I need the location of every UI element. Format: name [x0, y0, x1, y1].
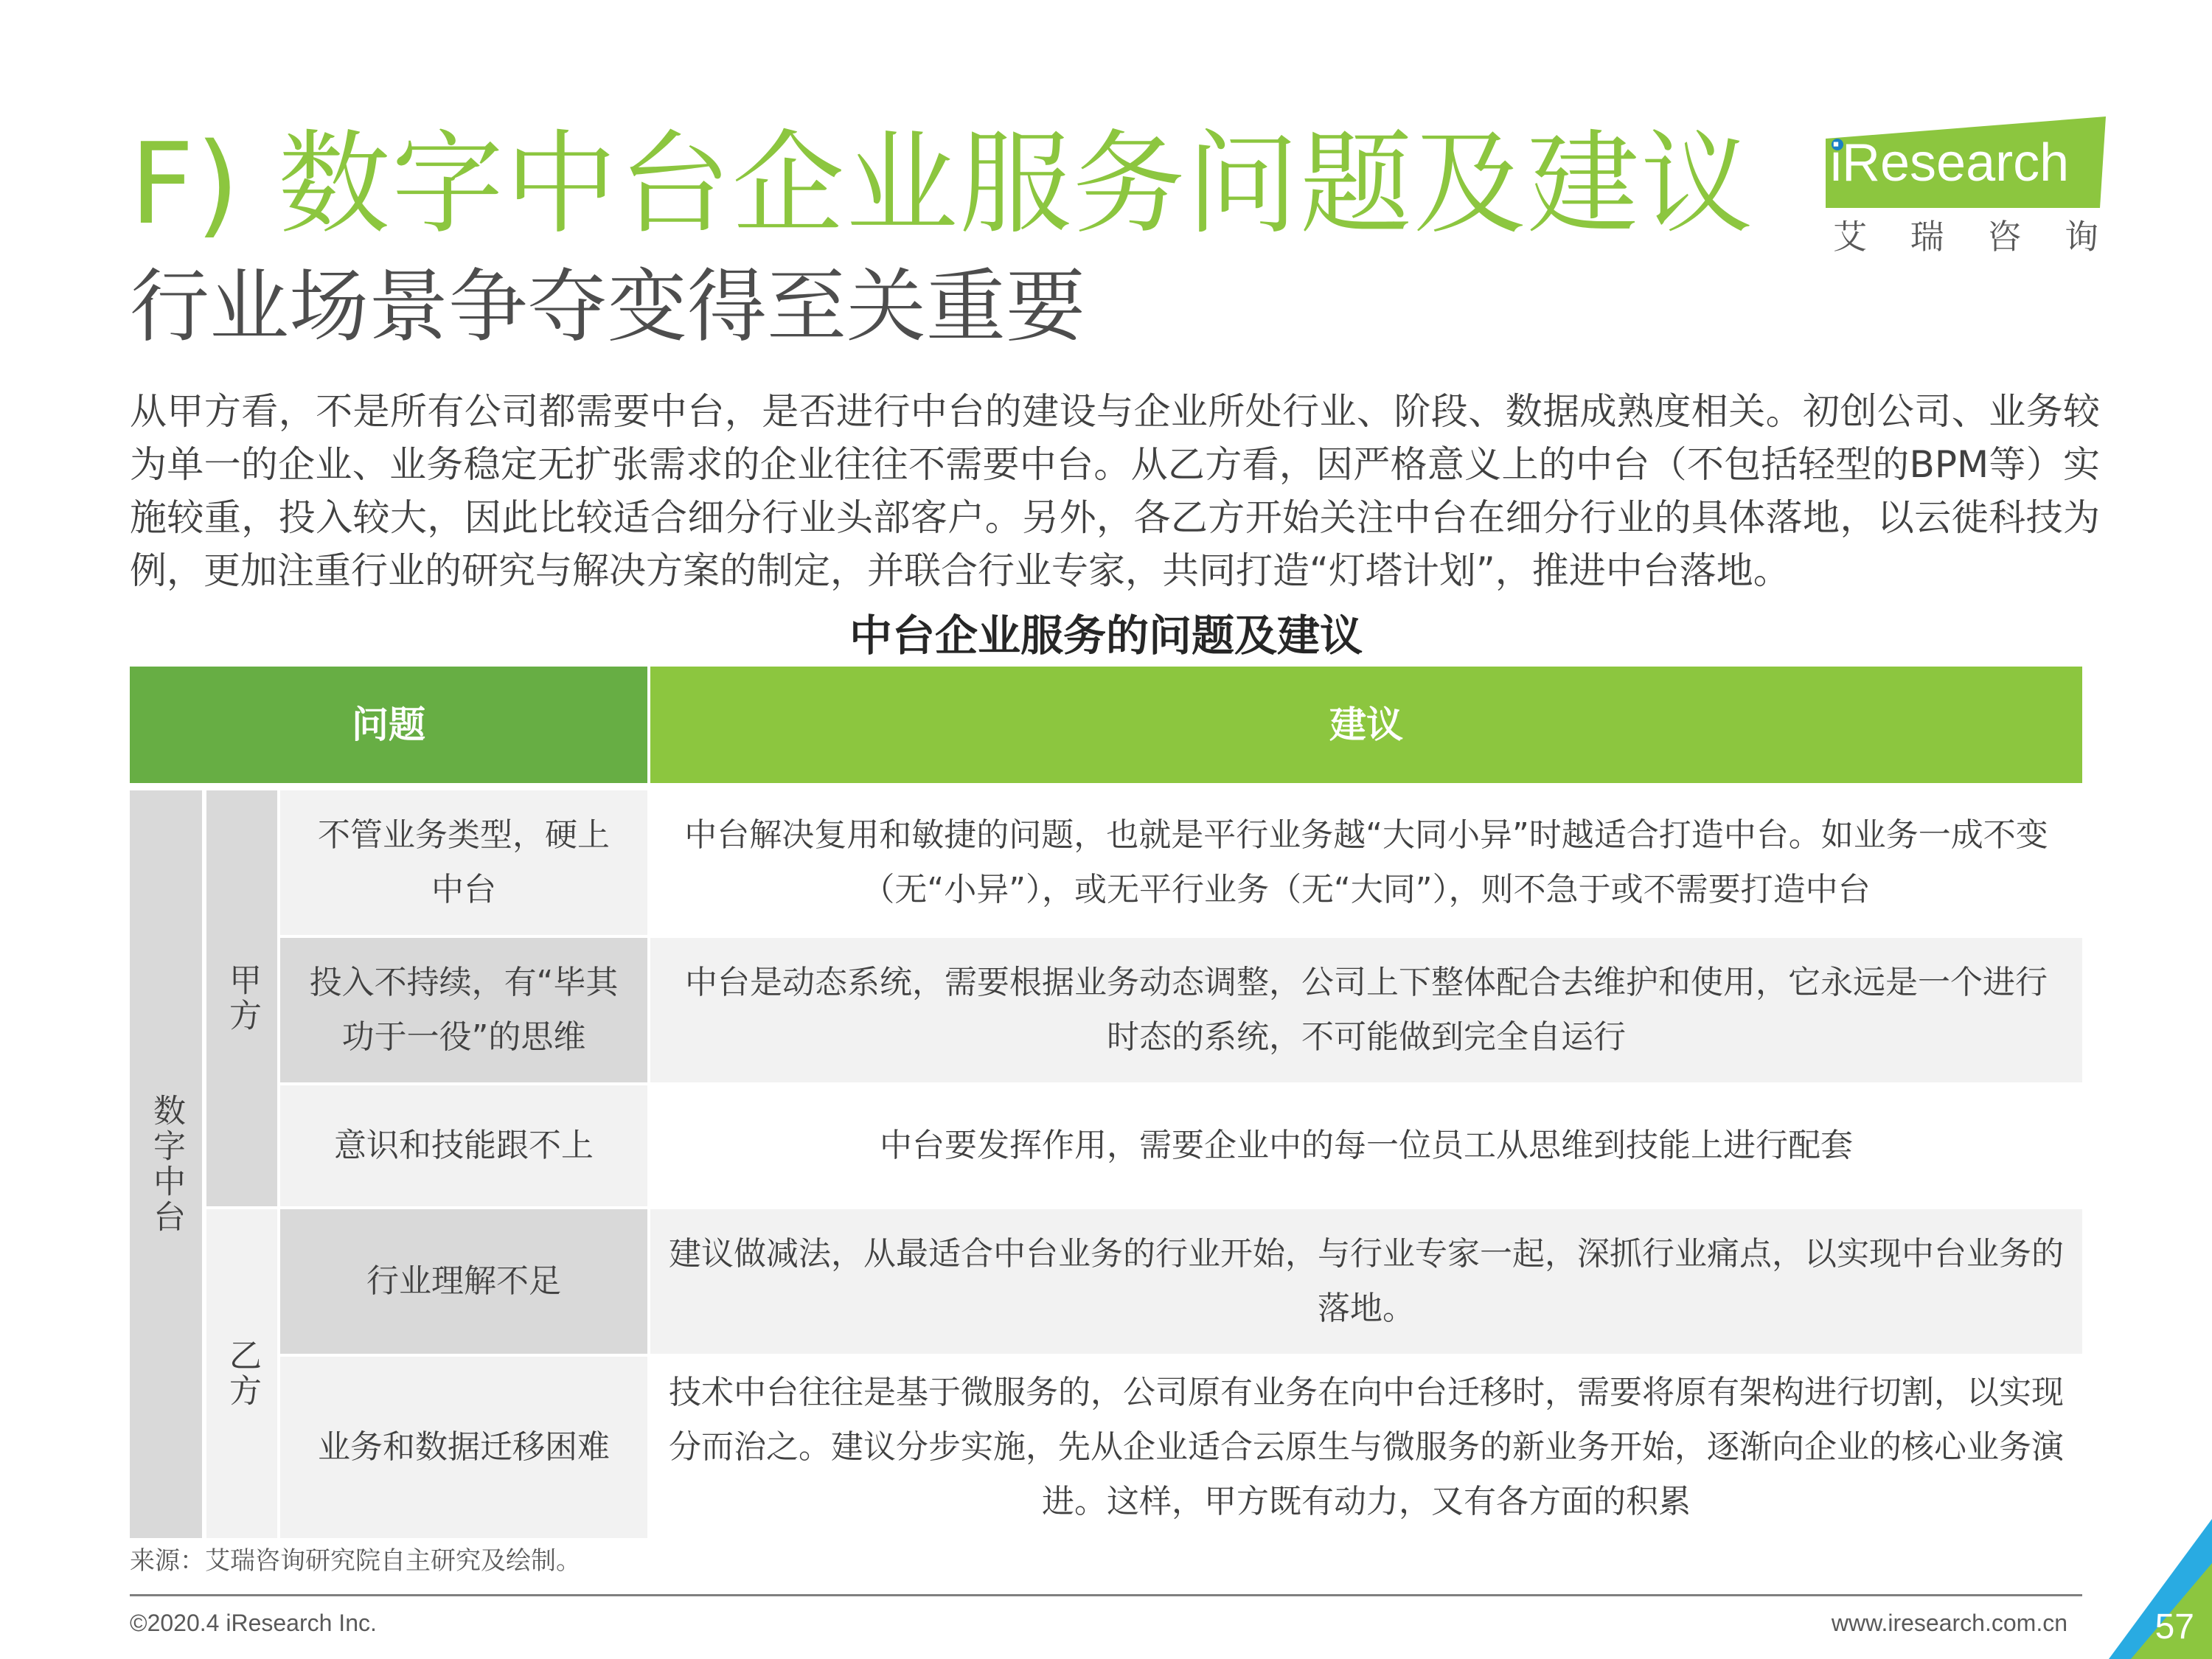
page-title: F) 数字中台企业服务问题及建议 [130, 119, 1755, 249]
logo-char: 咨 [1987, 217, 2022, 257]
category-cell: 数字中台 [130, 790, 202, 1538]
table-title: 中台企业服务的问题及建议 [849, 611, 1363, 661]
table-row-problem: 投入不持续，有“毕其功于一役”的思维 [280, 938, 647, 1082]
problems-suggestions-table [130, 667, 2082, 1538]
page-subtitle: 行业场景争夺变得至关重要 [130, 261, 1086, 353]
table-row-suggestion: 建议做减法，从最适合中台业务的行业开始，与行业专家一起，深抓行业痛点，以实现中台业务的落地。 [650, 1209, 2082, 1354]
table-row-suggestion: 技术中台往往是基于微服务的，公司原有业务在向中台迁移时，需要将原有架构进行切割，以实现分而治之。建议分步实施，先从企业适合云原生与微服务的新业务开始，逐渐向企业的核心业务演进。这样，甲方既有动力，又有各方面的积累 [650, 1357, 2082, 1538]
table-row-suggestion: 中台要发挥作用，需要企业中的每一位员工从思维到技能上进行配套 [650, 1085, 2082, 1206]
footer-divider [130, 1594, 2082, 1596]
iresearch-logo [1826, 116, 2106, 264]
table-row-problem: 业务和数据迁移困难 [280, 1357, 647, 1538]
table-row-suggestion: 中台是动态系统，需要根据业务动态调整，公司上下整体配合去维护和使用，它永远是一个进行时态的系统，不可能做到完全自运行 [650, 938, 2082, 1082]
page-number: 57 [2154, 1607, 2194, 1646]
group-cell-party-b: 乙方 [206, 1209, 277, 1538]
logo-chinese-name [1826, 211, 2106, 262]
table-row-problem: 意识和技能跟不上 [280, 1085, 647, 1206]
logo-char: 询 [2064, 217, 2098, 257]
table-row-problem: 不管业务类型，硬上中台 [280, 790, 647, 935]
copyright-text: ©2020.4 iResearch Inc. [130, 1610, 377, 1636]
logo-char: 艾 [1833, 217, 1867, 257]
table-row-suggestion: 中台解决复用和敏捷的问题，也就是平行业务越“大同小异”时越适合打造中台。如业务一成不变（无“小异”），或无平行业务（无“大同”），则不急于或不需要打造中台 [650, 790, 2082, 935]
website-text: www.iresearch.com.cn [1831, 1610, 2067, 1636]
source-note: 来源：艾瑞咨询研究院自主研究及绘制。 [130, 1546, 581, 1576]
logo-brand-text: iResearch [1830, 133, 2070, 192]
logo-char: 瑞 [1910, 217, 1944, 257]
group-cell-party-a: 甲方 [206, 790, 277, 1206]
header-problem: 问题 [130, 667, 647, 783]
intro-text [130, 385, 2100, 597]
table-row-problem: 行业理解不足 [280, 1209, 647, 1354]
intro-paragraph: 从甲方看，不是所有公司都需要中台，是否进行中台的建设与企业所处行业、阶段、数据成熟度相关。初创公司、业务较为单一的企业、业务稳定无扩张需求的企业往往不需要中台。从乙方看，因严格意义上的中台（不包括轻型的BPM等）实施较重，投入较大，因此比较适合细分行业头部客户。另外，各乙方开始关注中台在细分行业的具体落地，以云徙科技为例，更加注重行业的研究与解决方案的制定，并联合行业专家，共同打造“灯塔计划”，推进中台落地。 [130, 390, 2100, 592]
header-suggestion: 建议 [650, 667, 2082, 783]
